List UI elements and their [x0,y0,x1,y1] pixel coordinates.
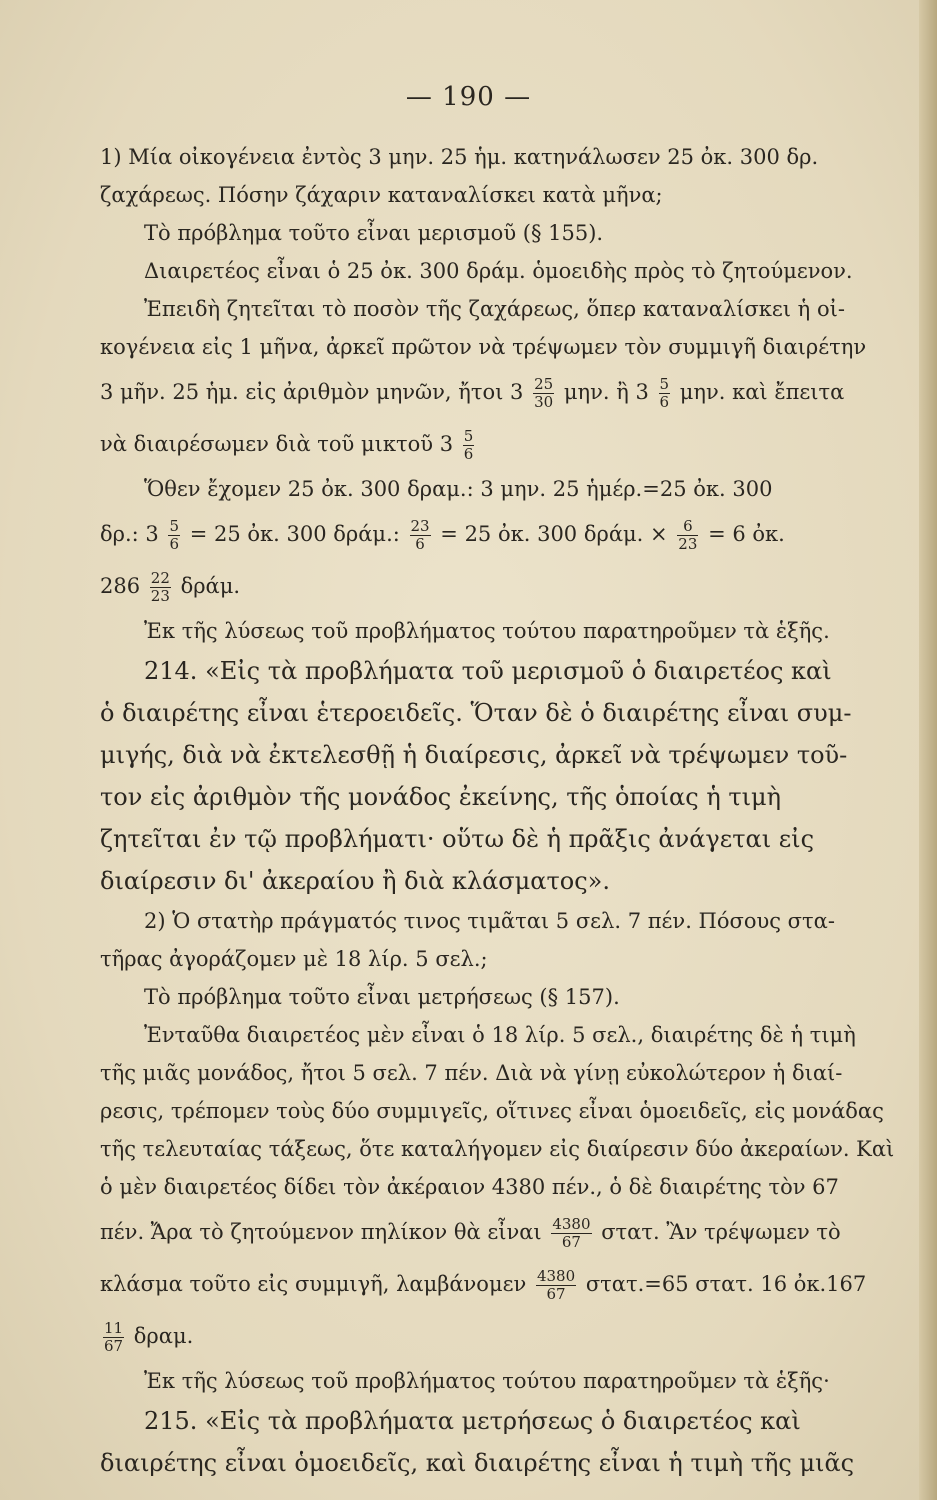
text-line: 1) Μία οἰκογένεια ἐντὸς 3 μην. 25 ἡμ. κατηνάλωσεν 25 ὀκ. 300 δρ. [100,145,819,169]
fraction: $\frac{5}{6}$ [169,517,180,553]
text-line: Ἐκ τῆς λύσεως τοῦ προβλήματος τούτου παρατηροῦμεν τὰ ἑξῆς. [144,619,830,643]
fraction: $\frac{5}{6}$ [659,375,670,411]
fraction: $\frac{22}{23}$ [150,569,170,605]
fraction: $\frac{4380}{67}$ [536,1267,576,1303]
text-line: τῆρας ἀγοράζομεν μὲ 18 λίρ. 5 σελ.; [100,947,488,971]
fraction: $\frac{23}{6}$ [410,517,430,553]
text-line: Ἐκ τῆς λύσεως τοῦ προβλήματος τούτου παρατηροῦμεν τὰ ἑξῆς· [144,1369,830,1393]
text-line: διαιρέτης εἶναι ὁμοειδεῖς, καὶ διαιρέτης εἶναι ἡ τιμὴ τῆς μιᾶς [100,1449,855,1477]
fraction: $\frac{4380}{67}$ [552,1215,591,1251]
text-line: Ὅθεν ἔχομεν 25 ὀκ. 300 δραμ.: 3 μην. 25 ἡμέρ.=25 ὀκ. 300 [144,477,773,501]
text-line: 214. «Εἰς τὰ προβλήματα τοῦ μερισμοῦ ὁ διαιρετέος καὶ [144,657,832,685]
page-body [100,138,910,1484]
text-line: τῆς τελευταίας τάξεως, ὅτε καταλήγομεν εἰς διαίρεσιν δύο ἀκεραίων. Καὶ [100,1137,895,1161]
text-line: ρεσις, τρέπομεν τοὺς δύο συμμιγεῖς, οἵτινες εἶναι ὁμοειδεῖς, εἰς μονάδας [100,1099,884,1123]
text-line: μιγής, διὰ νὰ ἐκτελεσθῇ ἡ διαίρεσις, ἀρκεῖ νὰ τρέψωμεν τοῦ- [100,741,848,769]
text-line: κλάσμα τοῦτο εἰς συμμιγῆ, λαμβάνομεν $\frac{4380}{67}$ στατ.=65 στατ. 16 ὀκ.167 [100,1267,867,1303]
text-line: Ἐπειδὴ ζητεῖται τὸ ποσὸν τῆς ζαχάρεως, ὅπερ καταναλίσκει ἡ οἰ- [144,297,845,321]
text-line: πέν. Ἄρα τὸ ζητούμενον πηλίκον θὰ εἶναι $\frac{4380}{67}$ στατ. Ἂν τρέψωμεν τὸ [100,1215,841,1251]
text-line: 286 $\frac{22}{23}$ δράμ. [100,569,241,605]
fraction: $\frac{5}{6}$ [463,427,474,463]
text-line: Τὸ πρόβλημα τοῦτο εἶναι μετρήσεως (§ 157). [144,985,620,1009]
text-line: ὁ διαιρέτης εἶναι ἑτεροειδεῖς. Ὅταν δὲ ὁ διαιρέτης εἶναι συμ- [100,699,852,727]
text-line: Τὸ πρόβλημα τοῦτο εἶναι μερισμοῦ (§ 155). [144,221,604,245]
text-line: 3 μῆν. 25 ἡμ. εἰς ἀριθμὸν μηνῶν, ἤτοι 3 $\frac{25}{30}$ μην. ἢ 3 $\frac{5}{6}$ μην. καὶ ἔπειτα [100,375,845,411]
page-number: — 190 — [405,82,532,112]
text-line: διαίρεσιν δι' ἀκεραίου ἢ διὰ κλάσματος». [100,867,610,895]
fraction: $\frac{6}{23}$ [678,517,698,553]
text-line: νὰ διαιρέσωμεν διὰ τοῦ μικτοῦ 3 $\frac{5}{6}$ [100,427,474,463]
text-line: $\frac{11}{67}$ δραμ. [104,1319,194,1355]
text-line: τον εἰς ἀριθμὸν τῆς μονάδος ἐκείνης, τῆς ὁποίας ἡ τιμὴ [100,783,781,811]
fraction: $\frac{11}{67}$ [104,1319,124,1355]
text-line: Διαιρετέος εἶναι ὁ 25 ὀκ. 300 δράμ. ὁμοειδὴς πρὸς τὸ ζητούμενον. [144,259,853,283]
text-line: ζητεῖται ἐν τῷ προβλήματι· οὕτω δὲ ἡ πρᾶξις ἀνάγεται εἰς [100,825,815,853]
text-line: ζαχάρεως. Πόσην ζάχαριν καταναλίσκει κατὰ μῆνα; [100,183,663,207]
text-line: 215. «Εἰς τὰ προβλήματα μετρήσεως ὁ διαιρετέος καὶ [144,1407,801,1435]
text-line: ὁ μὲν διαιρετέος δίδει τὸν ἀκέραιον 4380 πέν., ὁ δὲ διαιρέτης τὸν 67 [100,1175,839,1199]
page-edge [919,0,937,1500]
text-line: κογένεια εἰς 1 μῆνα, ἀρκεῖ πρῶτον νὰ τρέψωμεν τὸν συμμιγῆ διαιρέτην [100,335,867,359]
text-line: 2) Ὁ στατὴρ πράγματός τινος τιμᾶται 5 σελ. 7 πέν. Πόσους στα- [144,909,835,933]
text-line: Ἐνταῦθα διαιρετέος μὲν εἶναι ὁ 18 λίρ. 5 σελ., διαιρέτης δὲ ἡ τιμὴ [144,1023,856,1047]
fraction: $\frac{25}{30}$ [534,375,554,411]
text-line: τῆς μιᾶς μονάδος, ἤτοι 5 σελ. 7 πέν. Διὰ νὰ γίνῃ εὐκολώτερον ἡ διαί- [100,1061,843,1085]
text-line: δρ.: 3 $\frac{5}{6}$ = 25 ὀκ. 300 δράμ.: $\frac{23}{6}$ = 25 ὀκ. 300 δράμ. × $\frac{6}{23}$ = 6 ὀκ. [100,517,785,553]
